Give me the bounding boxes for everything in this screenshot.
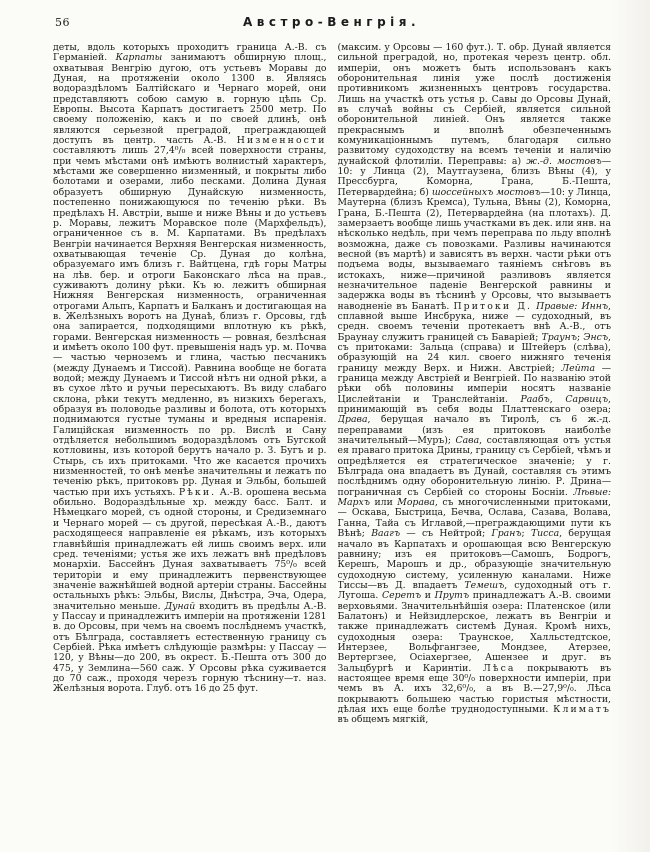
right-text-column: (максим. у Орсовы — 160 фут.). Т. обр. Дунай является сильной преградой, но, протекая черезъ центр. обл. имперіи, онъ можетъ быть использованъ какъ оборонительная линія уже послѣ достиженія противникомъ жизненныхъ центровъ государства. Лишь на участкѣ отъ устья р. Савы до Орсовы Дунай, въ случаѣ войны съ Сербіей, является сильной оборонительной линіей. Онъ является также прекраснымъ и вполнѣ обезпеченнымъ комуникаціоннымъ путемъ, благодаря сильно развитому судоходству на всемъ теченіи и наличію дунайской флотиліи. Переправы: а) ж.-д. мостовъ—10: у Линца (2), Маутгаузена, близъ Вѣны (4), у Прессбурга, Коморна, Грана, Б.-Пешта, Петервардейна; б) шоссейныхъ мостовъ—10: у Линца, Маутерна (близъ Кремса), Тульна, Вѣны (2), Коморна, Грана, Б.-Пешта (2), Петервардейна (на плотахъ). Д. замерзаетъ вообще лишь участками въ дек. или янв. на нѣсколько недѣль, при чемъ переправа по льду вполнѣ возможна, даже съ повозками. Разливы начинаются весной (въ мартѣ) и зависятъ въ верхн. части рѣки отъ подъема воды, вызываемаго таяніемъ снѣговъ въ истокахъ, ниже—причиной разливовъ является незначительное паденіе Венгерской равнины и задержка воды въ тѣснинѣ у Орсовы, что вызываетъ наводненіе въ Банатѣ. Притоки Д. Правые: Иннъ, сплавной выше Инсбрука, ниже — судоходный, въ средн. своемъ теченіи протекаетъ внѣ А.-В., отъ Браунау служитъ границей съ Баваріей; Траунъ; Энсъ, съ притоками: Зальца (справа) и Штейеръ (слѣва), образующій на 24 кил. своего нижняго теченія границу между Верх. и Нижн. Австріей; Лейта — граница между Австріей и Венгріей. По названію этой рѣки обѣ половины имперіи носятъ названіе Цислейтаніи и Транслейтаніи. Раабъ, Сарвицъ, принимающій въ себя воды Платтенскаго озера; Драва, берущая начало въ Тиролѣ, съ 6 ж.-д. переправами (изъ ея притоковъ наиболѣе значительный—Муръ); Сава, составляющая отъ устья ея праваго притока Дрины, границу съ Сербіей, чѣмъ и опредѣляется ея стратегическое значеніе; у г. Бѣлграда она впадаетъ въ Дунай, составляя съ этимъ послѣднимъ одну оборонительную линію. Р. Дрина—пограничная съ Сербіей со стороны Босніи. Лѣвые: Мархъ или Морава, съ многочисленными притоками, — Оскава, Быстрица, Бечва, Ослава, Сазава, Волава, Ганна, Тайа съ Иглавой,—преграждающими пути къ Вѣнѣ; Ваагъ — съ Нейтрой; Гранъ; Тисса, берущая начало въ Карпатахъ и орошающая всю Венгерскую равнину; изъ ея притоковъ—Самошъ, Бодрогъ, Керешъ, Марошъ и др., образующіе значительную судоходную систему, усиленную каналами. Ниже Тиссы—въ Д. впадаетъ Темешъ, судоходный отъ г. Лугоша. Серетъ и Прутъ принадлежатъ А.-В. своими верховьями. Значительнѣйшія озера: Платенское (или Балатонъ) и Нейзидлерское, лежатъ въ Венгріи и также принадлежатъ системѣ Дуная. Кромѣ нихъ, судоходныя озера: Траунское, Халльстедтское, Интерзее, Вольфгангзее, Мондзее, Атерзее, Вертергзее, Осіахергзее, Ашензее и друг. въ Зальцбургѣ и Каринтіи. Лѣса покрываютъ въ настоящее время еще 30⁰/₀ поверхности имперіи, при чемъ въ А. ихъ 32,6⁰/₀, а въ В.—27,9⁰/₀. Лѣса покрываютъ большею частью гористыя мѣстности, дѣлая ихъ еще болѣе труднодоступными. Климатъ въ общемъ мягкій, xyxy=(337,43,611,726)
page-title: Австро-Венгрія. xyxy=(242,15,421,29)
running-head xyxy=(53,15,610,33)
page-number: 56 xyxy=(55,16,70,29)
left-text-column: деты, вдоль которыхъ проходитъ граница А.-В. съ Германіей. Карпаты занимаютъ обширную площ., охватывая Венгрію дугою, отъ устьевъ Моравы до Дуная, на протяженіи около 1300 в. Являясь водораздѣломъ Балтійскаго и Чернаго морей, они представляютъ собою самую в. горную цѣпь Ср. Европы. Высота Карпатъ достигаетъ 2500 метр. По своему положенію, какъ и по своей длинѣ, онѣ являются серьезной преградой, преграждающей доступъ въ центр. часть А.-В. Низменности составляютъ лишь 27,4⁰/₀ всей поверхности страны, при чемъ мѣстами онѣ имѣютъ волнистый характеръ, мѣстами же совершенно низменный, и покрыты либо болотами и озерами, либо песками. Долина Дуная образуетъ обширную Дунайскую низменность, постепенно понижающуюся по теченію рѣки. Въ предѣлахъ Н. Австріи, выше и ниже Вѣны и до устьевъ р. Моравы, лежитъ Моравское поле (Мархфельдъ), ограниченное съ в. М. Карпатами. Въ предѣлахъ Венгріи начинается Верхняя Венгерская низменность, охватывающая теченіе Ср. Дуная до колѣна, образуемаго имъ близъ г. Вайтцена, гдѣ горы Матры на лѣв. бер. и отроги Баконскаго лѣса на прав., суживаютъ долину рѣки. Къ ю. лежитъ обширная Нижняя Венгерская низменность, ограниченная отрогами Альпъ, Карпатъ и Балканъ и достигающая на в. Желѣзныхъ воротъ на Дунаѣ, близъ г. Орсовы, гдѣ она запирается, подходящими вплотную къ рѣкѣ, горами. Венгерская низменность — ровная, безлѣсная и имѣетъ около 100 фут. превышенія надъ ур. м. Почва — частью черноземъ и глина, частью песчаникъ (между Дунаемъ и Тиссой). Равнина вообще не богата водой; между Дунаемъ и Тиссой нѣтъ ни одной рѣки, а въ сухое лѣто и ручьи пересыхаютъ. Въ виду слабаго склона, рѣки текутъ медленно, въ низкихъ берегахъ, образуя въ половодье разливы и болота, отъ которыхъ поднимаются густые туманы и вредныя испаренія. Галиційская низменность по рр. Вислѣ и Сану отдѣляется небольшимъ водораздѣломъ отъ Бугской котловины, изъ которой берутъ начало р. З. Бугъ и р. Стырь, съ ихъ притоками. Что же касается прочихъ низменностей, то онѣ менѣе значительны и лежатъ по теченію рѣкъ, притоковъ рр. Дуная и Эльбы, большей частью при ихъ устьяхъ. Рѣки. А.-В. орошена весьма обильно. Водораздѣльные хр. между басс. Балт. и Нѣмецкаго морей, съ одной стороны, и Средиземнаго и Чернаго морей — съ другой, пересѣкая А.-В., даютъ расходящееся направленіе ея рѣкамъ, изъ которыхъ главнѣйшія принадлежатъ ей лишь своимъ верх. или сред. теченіями; устья же ихъ лежатъ внѣ предѣловъ монархіи. Бассейнъ Дуная захватываетъ 75⁰/₀ всей територіи и ему принадлежитъ первенствующее значеніе важнѣйшей водной артеріи страны. Бассейны остальныхъ рѣкъ: Эльбы, Вислы, Днѣстра, Эча, Одера, значительно меньше. Дунай входитъ въ предѣлы А.-В. у Пассау и принадлежитъ имперіи на протяженіи 1281 в. до Орсовы, при чемъ на своемъ послѣднемъ участкѣ, отъ Бѣлграда, составляетъ естественную границу съ Сербіей. Рѣка имѣетъ слѣдующіе размѣры: у Пассау — 120, у Вѣны—до 200, въ окрест. Б.-Пешта отъ 300 до 475, у Землина—560 саж. У Орсовы рѣка суживается до 70 саж., проходя черезъ горную тѣснину—т. наз. Желѣзныя ворота. Глуб. отъ 16 до 25 фут. xyxy=(53,43,327,695)
article-body xyxy=(53,43,611,779)
